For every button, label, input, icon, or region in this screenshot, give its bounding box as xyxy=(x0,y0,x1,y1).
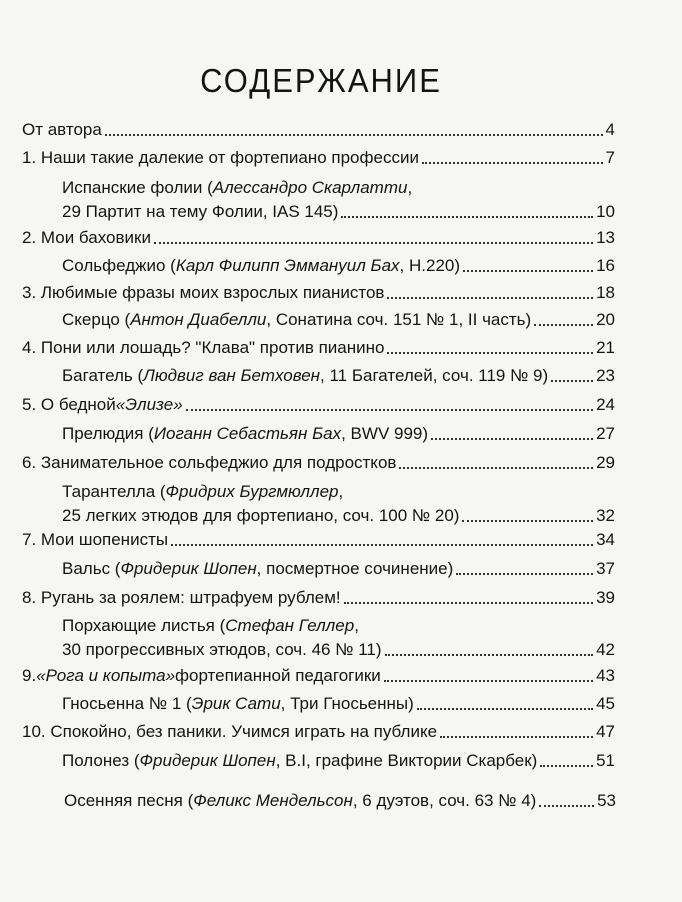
dot-leader xyxy=(456,573,593,575)
toc-entry-chapter-5 xyxy=(22,395,615,415)
page-number: 34 xyxy=(596,530,615,549)
entry-title: Полонез ( xyxy=(62,751,140,770)
dot-leader xyxy=(385,654,594,656)
entry-title: Порхающие листья ( xyxy=(62,616,226,635)
dot-leader xyxy=(399,467,593,469)
toc-entry-piece: Багатель ( Людвиг ван Бетховен , 11 Багателей, соч. 119 № 9) 23 xyxy=(62,366,615,385)
entry-title: 8. Ругань за роялем: штрафуем рублем! xyxy=(22,588,341,607)
entry-title: 6. Занимательное сольфеджио для подростков xyxy=(22,453,397,472)
entry-subtitle: 25 легких этюдов для фортепиано, соч. 100 № 20) xyxy=(62,506,460,525)
dot-leader xyxy=(463,270,593,272)
page-number: 43 xyxy=(596,666,615,685)
entry-title: Сольфеджио ( xyxy=(62,256,176,275)
page-number: 10 xyxy=(596,202,615,221)
toc-entry-piece: Порхающие листья (Стефан Геллер, 30 прогрессивных этюдов, соч. 46 № 11) 42 xyxy=(62,616,615,659)
page-number: 53 xyxy=(597,791,616,810)
entry-title: 3. Любимые фразы моих взрослых пианистов xyxy=(22,283,385,302)
dot-leader xyxy=(534,324,593,326)
dot-leader xyxy=(422,162,603,164)
entry-title: Осенняя песня ( xyxy=(64,791,194,810)
toc-entry-chapter-1 xyxy=(22,148,615,168)
composer-name: Антон Диабелли xyxy=(130,310,267,329)
entry-title: Багатель ( xyxy=(62,366,144,385)
quoted-title: «Рога и копыта» xyxy=(36,666,176,685)
entry-subtitle: 29 Партит на тему Фолии, IAS 145) xyxy=(62,202,339,221)
page-number: 29 xyxy=(596,453,615,472)
page-number: 37 xyxy=(596,559,615,578)
dot-leader xyxy=(105,134,603,136)
toc-entry-chapter-4 xyxy=(22,338,615,358)
toc-entry-foreword xyxy=(22,120,615,140)
dot-leader xyxy=(462,520,593,522)
entry-title: От автора xyxy=(22,120,102,139)
entry-title: Гносьенна № 1 ( xyxy=(62,694,192,713)
dot-leader xyxy=(344,602,593,604)
toc-entry-chapter-8 xyxy=(22,588,615,608)
composer-name: Стефан Геллер xyxy=(225,616,355,635)
composer-name: Фридрих Бургмюллер xyxy=(165,482,339,501)
toc-entry-piece: Скерцо ( Антон Диабелли , Сонатина соч. 151 № 1, II часть) 20 xyxy=(62,310,615,329)
dot-leader xyxy=(440,736,593,738)
dot-leader xyxy=(539,805,594,807)
page-number: 47 xyxy=(596,722,615,741)
composer-name: Эрик Сати xyxy=(191,694,281,713)
composer-name: Фридерик Шопен xyxy=(139,751,276,770)
page-number: 27 xyxy=(596,424,615,443)
dot-leader xyxy=(384,680,593,682)
page-number: 13 xyxy=(596,228,615,247)
entry-title: 9. xyxy=(22,666,37,685)
page-number: 45 xyxy=(596,694,615,713)
dot-leader xyxy=(341,216,593,218)
composer-name: Иоганн Себастьян Бах xyxy=(153,424,342,443)
entry-subtitle: 30 прогрессивных этюдов, соч. 46 № 11) xyxy=(62,640,382,659)
dot-leader xyxy=(431,438,593,440)
composer-name: Фридерик Шопен xyxy=(120,559,257,578)
page-title: СОДЕРЖАНИЕ xyxy=(200,61,442,100)
entry-title: Испанские фолии ( xyxy=(62,178,213,197)
entry-title: Скерцо ( xyxy=(62,310,131,329)
page-number: 21 xyxy=(596,338,615,357)
quoted-title: «Элизе» xyxy=(115,395,183,414)
dot-leader xyxy=(186,409,593,411)
entry-title: Вальс ( xyxy=(62,559,121,578)
toc-entry-piece: Сольфеджио ( Карл Филипп Эммануил Бах , H.220) 16 xyxy=(62,256,615,275)
toc-entry-chapter-3 xyxy=(22,283,615,303)
entry-title: 10. Спокойно, без паники. Учимся играть на публике xyxy=(22,722,438,741)
composer-name: Людвиг ван Бетховен xyxy=(143,366,321,385)
entry-title: 4. Пони или лошадь? "Клава" против пианино xyxy=(22,338,385,357)
toc-entry-piece: Гносьенна № 1 ( Эрик Сати , Три Гносьенны) 45 xyxy=(62,694,615,713)
composer-name: Алессандро Скарлатти xyxy=(212,178,408,197)
toc-entry-piece: Испанские фолии (Алессандро Скарлатти, 29 Партит на тему Фолии, IAS 145) 10 xyxy=(62,178,615,221)
page-number: 24 xyxy=(596,395,615,414)
toc-entry-piece: Тарантелла (Фридрих Бургмюллер, 25 легких этюдов для фортепиано, соч. 100 № 20) 32 xyxy=(62,482,615,525)
entry-title: 1. Наши такие далекие от фортепиано профессии xyxy=(22,148,419,167)
toc-entry-chapter-7 xyxy=(22,530,615,550)
page-number: 18 xyxy=(596,283,615,302)
toc-entry-piece: Осенняя песня ( Феликс Мендельсон , 6 дуэтов, соч. 63 № 4) 53 xyxy=(64,791,616,810)
dot-leader xyxy=(417,708,593,710)
page-number: 42 xyxy=(596,640,615,659)
page-number: 23 xyxy=(596,366,615,385)
entry-title: Тарантелла ( xyxy=(62,482,166,501)
toc-entry-chapter-9: 9. «Рога и копыта» фортепианной педагогики 43 xyxy=(22,666,615,685)
page-number: 39 xyxy=(596,588,615,607)
toc-entry-piece: Вальс ( Фридерик Шопен , посмертное сочинение) 37 xyxy=(62,559,615,578)
entry-title: 5. О бедной xyxy=(22,395,116,414)
page-number: 4 xyxy=(605,120,615,139)
composer-name: Феликс Мендельсон xyxy=(193,791,353,810)
dot-leader xyxy=(387,297,593,299)
toc-entry-chapter-10 xyxy=(22,722,615,742)
dot-leader xyxy=(154,242,593,244)
page-number: 51 xyxy=(596,751,615,770)
dot-leader xyxy=(171,544,593,546)
page-number: 7 xyxy=(605,148,615,167)
page-number: 16 xyxy=(596,256,615,275)
entry-title: 2. Мои баховики xyxy=(22,228,151,247)
toc-entry-chapter-2 xyxy=(22,228,615,248)
page-number: 32 xyxy=(596,506,615,525)
toc-entry-piece: Полонез ( Фридерик Шопен , B.I, графине Виктории Скарбек) 51 xyxy=(62,751,615,770)
dot-leader xyxy=(387,352,593,354)
dot-leader xyxy=(540,765,593,767)
entry-title: 7. Мои шопенисты xyxy=(22,530,169,549)
page-number: 20 xyxy=(596,310,615,329)
entry-title: Прелюдия ( xyxy=(62,424,154,443)
toc-entry-piece: Прелюдия ( Иоганн Себастьян Бах , BWV 999) 27 xyxy=(62,424,615,443)
composer-name: Карл Филипп Эммануил Бах xyxy=(175,256,400,275)
dot-leader xyxy=(551,380,593,382)
toc-entry-chapter-6 xyxy=(22,453,615,473)
